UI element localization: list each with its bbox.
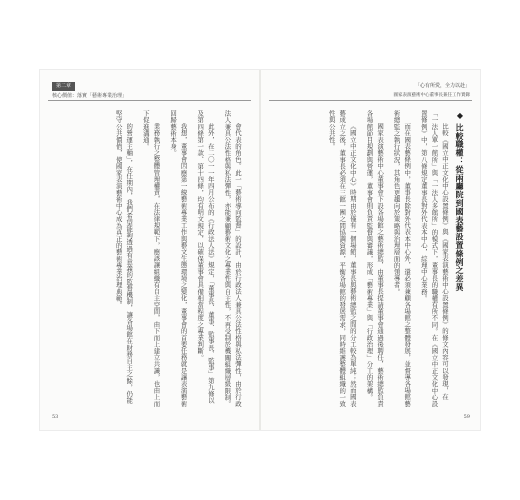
paragraph: 《國立中正文化中心》時期由於僅有一個場館，董事長與藝術總監之間的分工較為單純；然而國表藝成立之後，董事長必須在三館一團之間協調資源，平衡各場館的發展需求，同時維護整體組織的一致性與公共性。	[327, 110, 357, 407]
right-page	[261, 70, 480, 430]
paragraph: 此外，在二〇一一年四月公布的《行政法人法》規定，「董事長、董事、監事長、監事」第九條以及第四條第一款、第十四條，均有明文規定，以確保董事會具備相當程度之專業判斷。	[196, 110, 215, 404]
header-rule	[269, 100, 472, 101]
header-rule	[48, 100, 251, 101]
left-page	[40, 70, 259, 430]
section-title	[455, 110, 466, 400]
left-page-number: 53	[52, 414, 59, 420]
paragraph: 比較《國立中正文化中心設置條例》與《國家表演藝術中心設置條例》的條文內容可以發現，在「一法人單一館所」與「一法人多館所」的模式下，董事長的職權有所不同。在《國立中正文化中心設置條例》中，第八條規定董事長對外代表本中心，綜理中心業務。	[419, 110, 449, 407]
paragraph: 國家表演藝術中心董事會下設各場館之藝術總監，由董事長提請董事會通過後聘任，藝術總監負責各場館節目規劃與營運，董事會則負責監督與審議，形成「藝術專業」與「行政治理」分工的架構。	[365, 110, 385, 407]
book-spread	[40, 70, 480, 430]
right-running-head: 「心有所愛，全力以赴」	[414, 83, 470, 89]
right-body-text	[271, 110, 450, 408]
paragraph: 我想，董事會因應第一線藝術專業工作與藝文生態環境之變化，董事會的首要任務就是讓表演藝術回歸藝術本身。	[169, 110, 188, 407]
section-title-text: 比較職權：從兩廳院到國表藝設置條例之差異	[455, 123, 465, 292]
right-page-number: 59	[463, 414, 470, 420]
diamond-icon: ◆	[455, 110, 465, 121]
paragraph: 而在國表藝條例中，董事長除對外代表本中心外，還必須兼顧各場館之整體發展，並督導各場館藝術總監之執行狀況，其角色更趨向於策略與治理層面的領導者。	[392, 110, 412, 407]
paragraph: 業務執行之整體管理權責，在法律規範下，應該讓組織有自主空間，由下而上建立共識，也由上而下促進溝通。	[141, 110, 161, 407]
left-running-head: 核心價值：落實「藝術專業治理」	[52, 93, 128, 99]
paragraph: 會代表的角色。此一「藝術導向監督」的設計，由於行政法人兼具公法性格與私法彈性，由於行政法人兼具公法性格與私法彈性，亦能兼顧藝術文化之專業性與自主性，不再受制於機關組織層級限制。	[223, 110, 242, 407]
right-running-subhead: 國家表演藝術中心董事長兼任工作實錄	[393, 93, 470, 98]
paragraph: 的營運主軸」，在任期內，我們希望能夠透過有意義的監督機制，讓各場館在財務自主之餘，仍能堅守公共價值，使國家表演藝術中心成為真正的藝術專業治理典範。	[114, 110, 134, 404]
left-body-text	[54, 110, 243, 408]
chapter-label: 第二章	[52, 82, 75, 91]
